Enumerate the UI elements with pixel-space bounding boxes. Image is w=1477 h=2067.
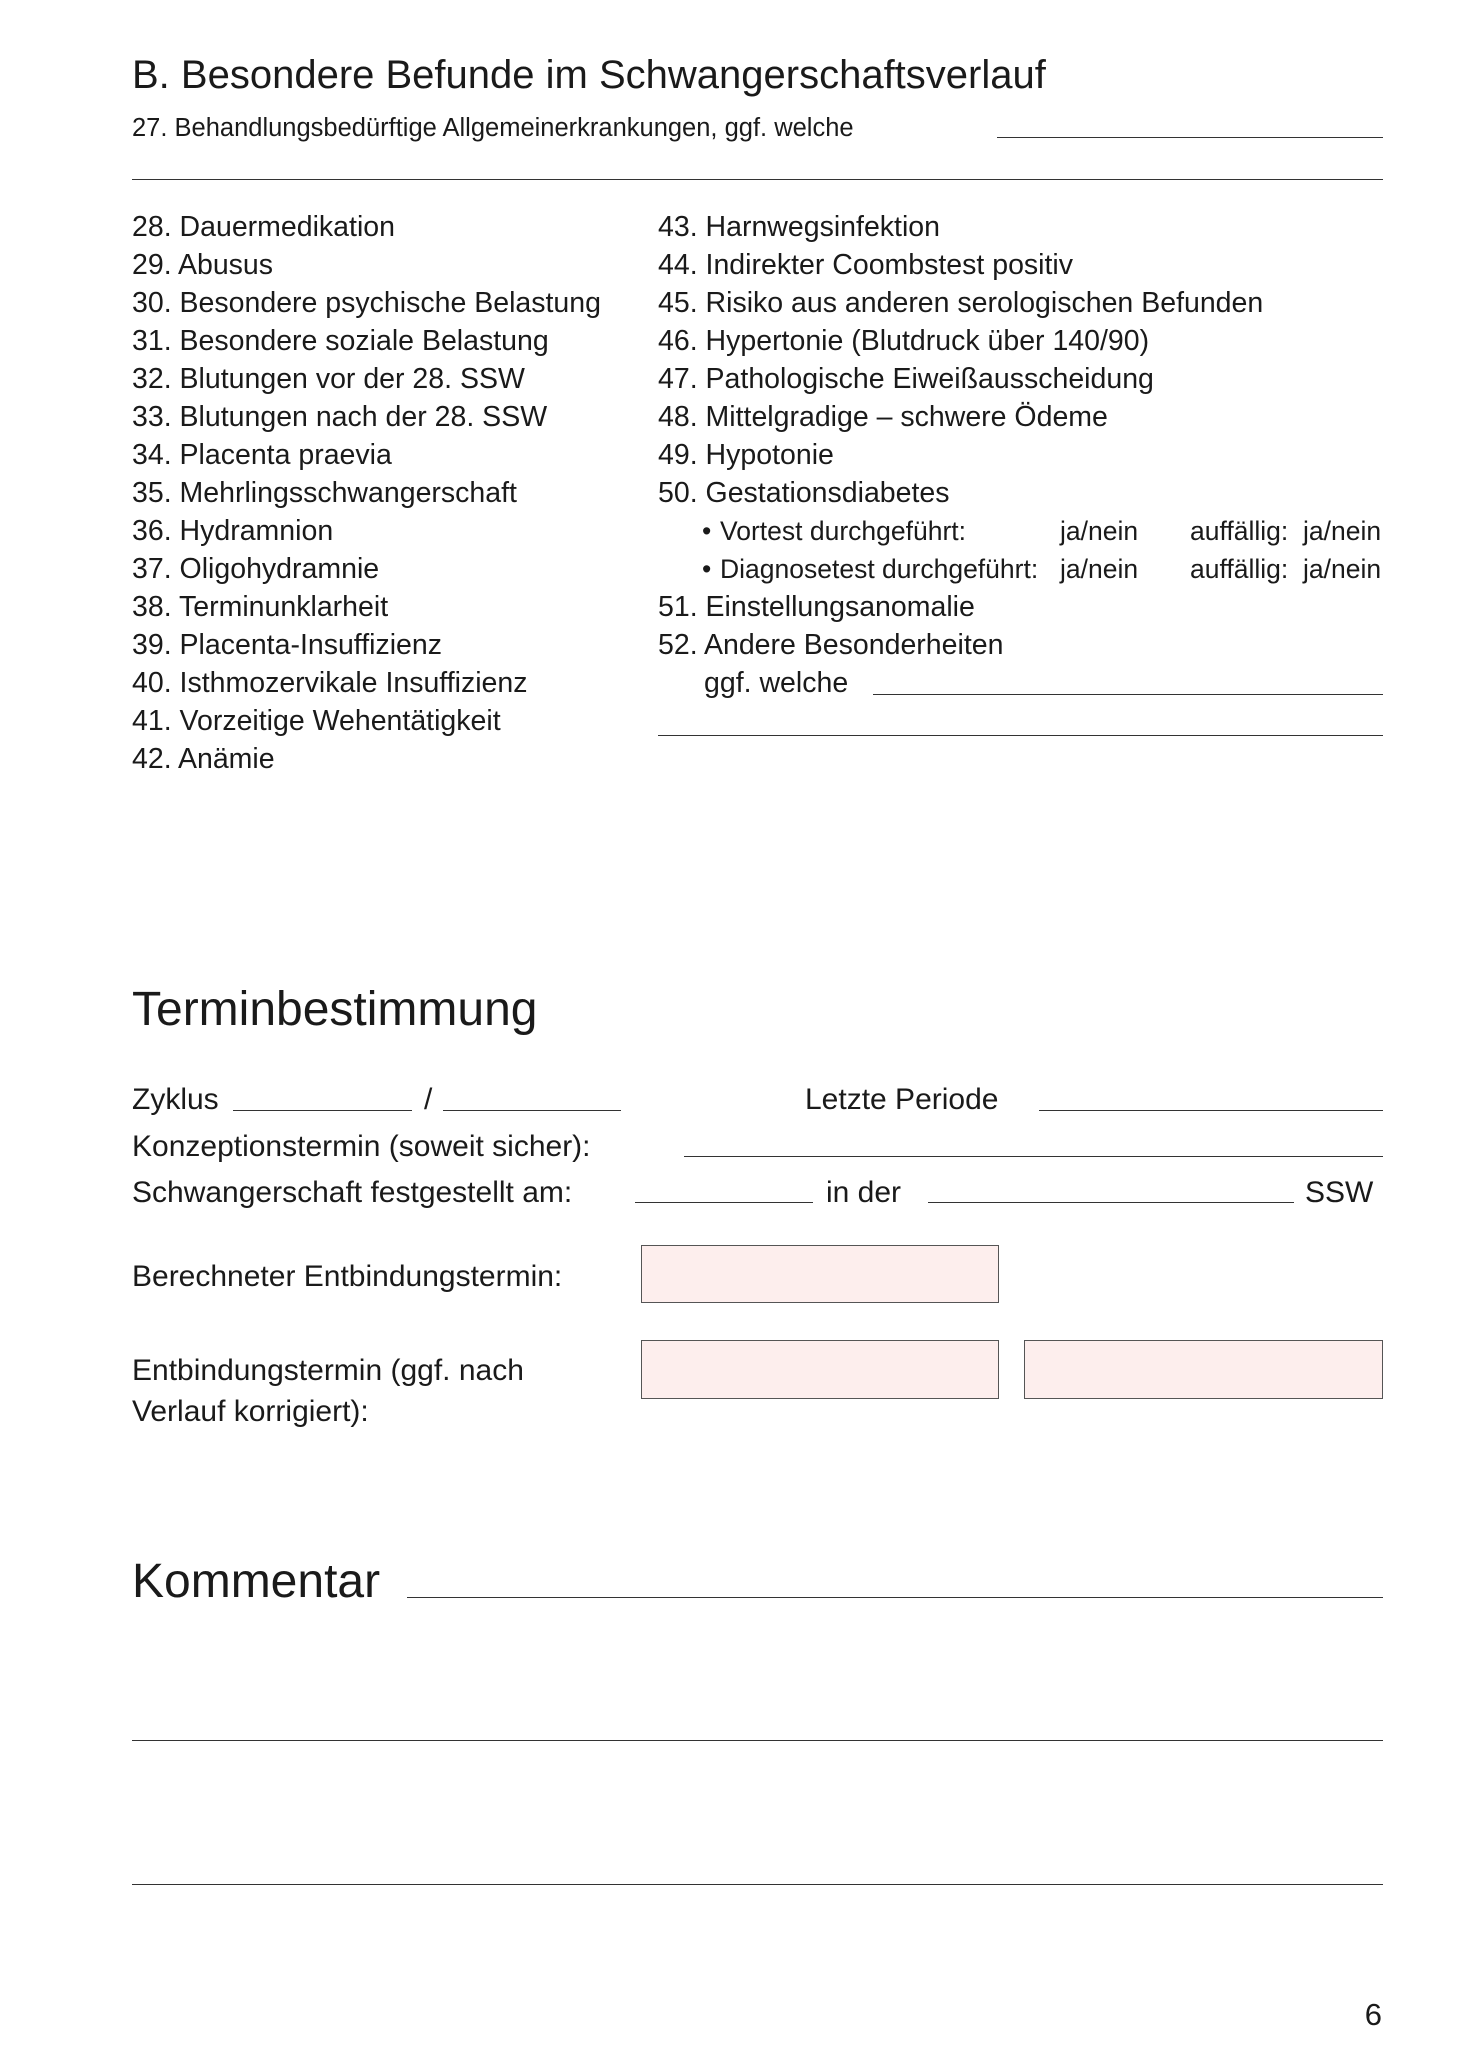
bullet-icon: • — [702, 516, 712, 546]
kommentar-line-1[interactable] — [407, 1597, 1383, 1598]
kommentar-line-2[interactable] — [132, 1740, 1383, 1741]
list-item: 48. Mittelgradige – schwere Ödeme — [658, 401, 1108, 433]
berechneter-entbindungstermin-field[interactable] — [641, 1245, 999, 1303]
section-b-title: B. Besondere Befunde im Schwangerschaftsverlauf — [132, 53, 1046, 97]
berechneter-label: Berechneter Entbindungstermin: — [132, 1260, 563, 1293]
page-number: 6 — [1364, 1997, 1382, 2032]
item-52-sub-label: ggf. welche — [704, 667, 849, 699]
korrigiert-label-line2: Verlauf korrigiert): — [132, 1395, 369, 1428]
list-item: 35. Mehrlingsschwangerschaft — [132, 477, 517, 509]
in-der-label: in der — [826, 1176, 902, 1209]
zyklus-input-line-1[interactable] — [233, 1110, 412, 1111]
list-item: 50. Gestationsdiabetes — [658, 477, 950, 509]
vortest-label: Vortest durchgeführt: — [720, 516, 967, 546]
zyklus-separator: / — [424, 1083, 433, 1116]
bullet-icon: • — [702, 554, 712, 584]
item-27-second-line[interactable] — [132, 179, 1383, 180]
zyklus-input-line-2[interactable] — [443, 1110, 621, 1111]
kommentar-line-3[interactable] — [132, 1884, 1383, 1885]
list-item: 41. Vorzeitige Wehentätigkeit — [132, 705, 501, 737]
list-item: 39. Placenta-Insuffizienz — [132, 629, 442, 661]
list-item: 28. Dauermedikation — [132, 211, 395, 243]
list-item: 29. Abusus — [132, 249, 274, 281]
ssw-label: SSW — [1305, 1176, 1374, 1209]
terminbestimmung-title: Terminbestimmung — [132, 983, 538, 1036]
letzte-periode-label: Letzte Periode — [805, 1083, 999, 1116]
item-52-second-line[interactable] — [658, 735, 1383, 736]
list-item: 45. Risiko aus anderen serologischen Befunden — [658, 287, 1264, 319]
korrigiert-field-1[interactable] — [641, 1340, 999, 1399]
korrigiert-label-line1: Entbindungstermin (ggf. nach — [132, 1354, 524, 1387]
festgestellt-date-line[interactable] — [635, 1202, 813, 1203]
list-item: 33. Blutungen nach der 28. SSW — [132, 401, 548, 433]
list-item: 44. Indirekter Coombstest positiv — [658, 249, 1074, 281]
list-item: 30. Besondere psychische Belastung — [132, 287, 601, 319]
zyklus-label: Zyklus — [132, 1083, 219, 1116]
vortest-yes-no[interactable]: ja/nein — [1060, 516, 1139, 546]
ssw-input-line[interactable] — [928, 1202, 1294, 1203]
item-27-label: 27. Behandlungsbedürftige Allgemeinerkrankungen, ggf. welche — [132, 114, 854, 142]
list-item: 42. Anämie — [132, 743, 275, 775]
diagnosetest-auffaellig-label: auffällig: — [1190, 554, 1289, 584]
list-item: 31. Besondere soziale Belastung — [132, 325, 549, 357]
list-item: 49. Hypotonie — [658, 439, 834, 471]
list-item: 37. Oligohydramnie — [132, 553, 380, 585]
item-27-input-line[interactable] — [997, 137, 1383, 138]
list-item: 38. Terminunklarheit — [132, 591, 389, 623]
list-item: 43. Harnwegsinfektion — [658, 211, 940, 243]
item-52-input-line[interactable] — [873, 694, 1383, 695]
list-item: 47. Pathologische Eiweißausscheidung — [658, 363, 1154, 395]
list-item: 52. Andere Besonderheiten — [658, 629, 1004, 661]
diagnosetest-auffaellig-yes-no[interactable]: ja/nein — [1303, 554, 1382, 584]
korrigiert-field-2[interactable] — [1024, 1340, 1383, 1399]
diagnosetest-yes-no[interactable]: ja/nein — [1060, 554, 1139, 584]
vortest-auffaellig-yes-no[interactable]: ja/nein — [1303, 516, 1382, 546]
festgestellt-label: Schwangerschaft festgestellt am: — [132, 1176, 573, 1209]
list-item: 51. Einstellungsanomalie — [658, 591, 975, 623]
list-item: 32. Blutungen vor der 28. SSW — [132, 363, 525, 395]
list-item: 46. Hypertonie (Blutdruck über 140/90) — [658, 325, 1150, 357]
vortest-auffaellig-label: auffällig: — [1190, 516, 1289, 546]
konzeptionstermin-input-line[interactable] — [684, 1156, 1383, 1157]
kommentar-title: Kommentar — [132, 1555, 381, 1608]
konzeptionstermin-label: Konzeptionstermin (soweit sicher): — [132, 1130, 591, 1163]
list-item: 34. Placenta praevia — [132, 439, 392, 471]
letzte-periode-input-line[interactable] — [1039, 1110, 1383, 1111]
list-item: 36. Hydramnion — [132, 515, 334, 547]
diagnosetest-label: Diagnosetest durchgeführt: — [720, 554, 1039, 584]
list-item: 40. Isthmozervikale Insuffizienz — [132, 667, 528, 699]
